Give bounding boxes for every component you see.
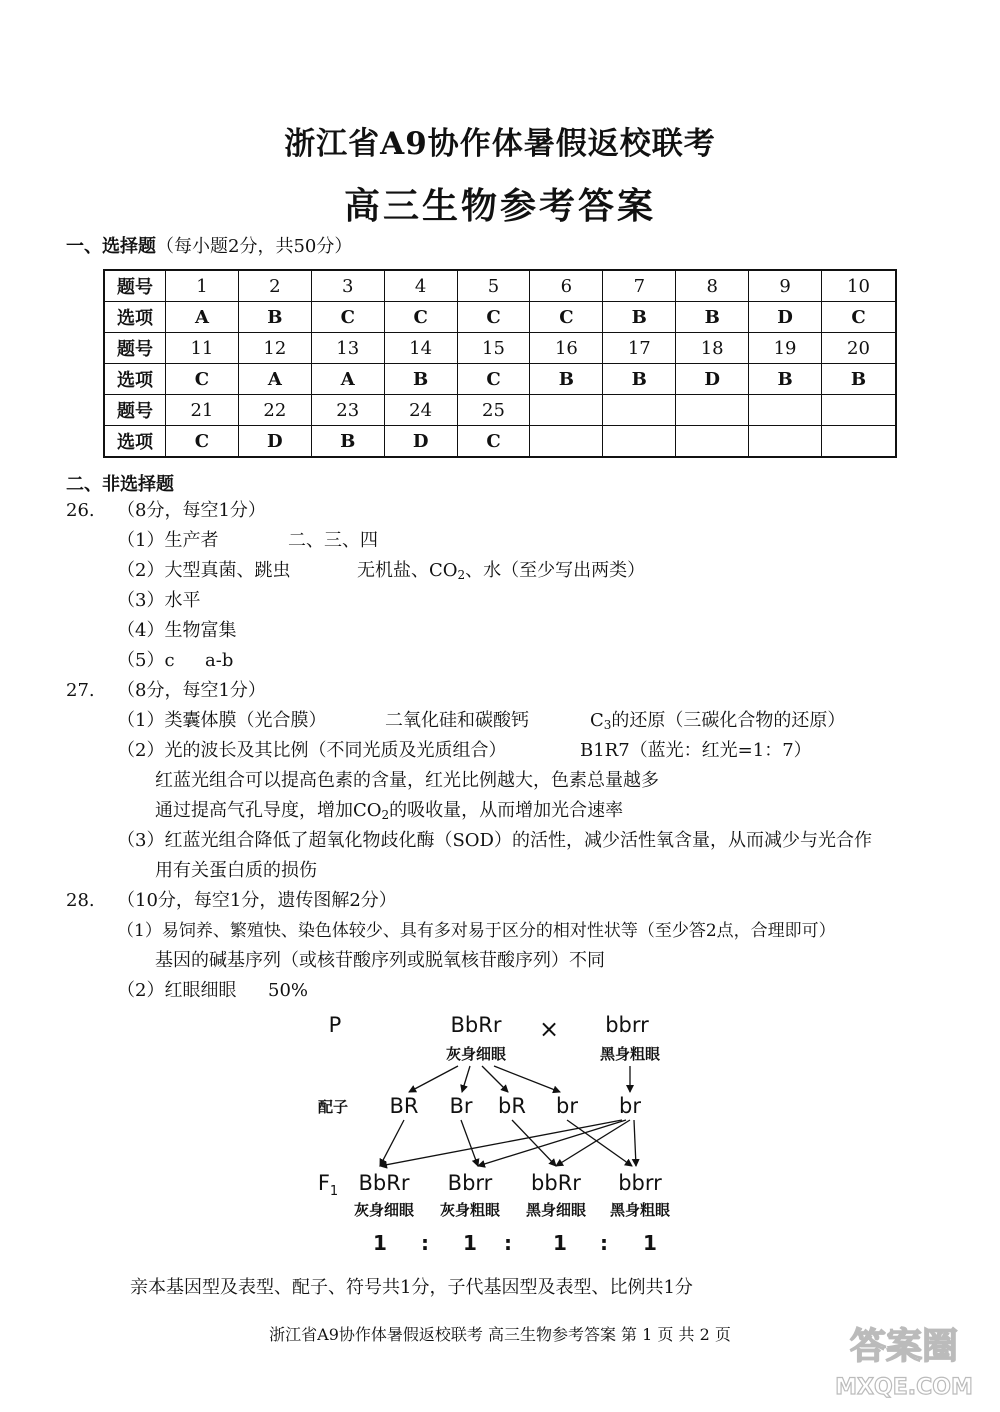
table-cell: B: [603, 364, 676, 395]
offspring-4-phenotype: 黑身粗眼: [609, 1201, 671, 1219]
section-2-title: 二、非选择题: [66, 474, 174, 495]
table-cell: B: [749, 364, 822, 395]
watermark-text-2: MXQE.COM: [835, 1375, 973, 1400]
q28-number: 28.: [66, 890, 95, 911]
q26-answer-5: （5）c: [117, 650, 175, 671]
table-cell: D: [749, 302, 822, 333]
answer-table: [103, 269, 897, 458]
table-cell: 22: [238, 395, 311, 426]
q28-answer-1b: 基因的碱基序列（或核苷酸序列或脱氧核苷酸序列）不同: [155, 950, 605, 971]
table-row-header: 题号: [104, 270, 166, 302]
table-cell: D: [676, 364, 749, 395]
table-cell: 19: [749, 333, 822, 364]
table-cell: [749, 426, 822, 458]
table-cell: [530, 395, 603, 426]
table-cell: 10: [822, 270, 896, 302]
table-cell: 6: [530, 270, 603, 302]
q27-answer-1: （1）类囊体膜（光合膜）: [117, 710, 327, 731]
q27-header: （8分，每空1分）: [117, 680, 266, 701]
offspring-2-genotype: Bbrr: [447, 1171, 493, 1195]
table-row-choices: [104, 364, 896, 395]
parent2-phenotype: 黑身粗眼: [599, 1045, 661, 1063]
q27-answer-3: （3）红蓝光组合降低了超氧化物歧化酶（SOD）的活性，减少活性氧含量，从而减少与光合作: [117, 830, 872, 851]
table-cell: 24: [384, 395, 457, 426]
table-cell: 3: [311, 270, 384, 302]
table-cell: [676, 426, 749, 458]
offspring-3-genotype: bbRr: [531, 1171, 581, 1195]
gamete-BR: BR: [389, 1094, 419, 1118]
gamete-to-offspring-arrows: [380, 1120, 636, 1166]
table-cell: [603, 395, 676, 426]
table-cell: 23: [311, 395, 384, 426]
table-cell: 18: [676, 333, 749, 364]
section-1-title: 一、选择题: [66, 236, 156, 257]
f1-label: $F_1$: [317, 1171, 339, 1199]
gamete-br-1: br: [556, 1094, 578, 1118]
q26-header: （8分，每空1分）: [117, 500, 266, 521]
table-cell: A: [311, 364, 384, 395]
table-row-header: 选项: [104, 302, 166, 333]
table-cell: B: [311, 426, 384, 458]
q28-header: （10分，每空1分，遗传图解2分）: [117, 890, 397, 911]
cross-sign: ×: [538, 1015, 560, 1043]
table-cell: C: [311, 302, 384, 333]
offspring-3-phenotype: 黑身细眼: [525, 1201, 587, 1219]
table-cell: [822, 395, 896, 426]
q27-answer-2: （2）光的波长及其比例（不同光质及光质组合）: [117, 740, 507, 761]
table-cell: B: [676, 302, 749, 333]
q27-answer-1c: $C_3$的还原（三碳化合物的还原）: [590, 710, 846, 732]
gamete-br-2: br: [619, 1094, 641, 1118]
q26-answer-4: （4）生物富集: [117, 620, 237, 641]
gamete-label: 配子: [317, 1098, 349, 1116]
parent-to-gamete-arrows: [409, 1066, 630, 1092]
table-cell: C: [822, 302, 896, 333]
q26-answer-1: （1）生产者: [117, 530, 219, 551]
table-cell: C: [457, 364, 530, 395]
table-cell: 13: [311, 333, 384, 364]
table-cell: B: [603, 302, 676, 333]
table-cell: A: [238, 364, 311, 395]
table-cell: 20: [822, 333, 896, 364]
offspring-1-genotype: BbRr: [358, 1171, 410, 1195]
table-cell: C: [457, 426, 530, 458]
table-cell: C: [457, 302, 530, 333]
table-cell: B: [530, 364, 603, 395]
ratio-value: 1: [373, 1231, 387, 1255]
table-cell: [676, 395, 749, 426]
table-row-question-numbers: [104, 395, 896, 426]
parent2-genotype: bbrr: [605, 1013, 649, 1037]
section-1-heading: [66, 232, 352, 258]
q26-answer-2: （2）大型真菌、跳虫: [117, 560, 291, 581]
table-row-question-numbers: [104, 333, 896, 364]
table-cell: D: [238, 426, 311, 458]
section-2-heading: [66, 470, 174, 496]
table-cell: C: [166, 364, 239, 395]
ratio-value: 1: [463, 1231, 477, 1255]
table-row-header: 题号: [104, 395, 166, 426]
genetic-cross-diagram: [0, 1000, 1000, 1270]
table-cell: D: [384, 426, 457, 458]
table-cell: 17: [603, 333, 676, 364]
ratio-colon: :: [600, 1231, 608, 1255]
table-cell: 5: [457, 270, 530, 302]
table-row-question-numbers: [104, 270, 896, 302]
q27-answer-1b: 二氧化硅和碳酸钙: [385, 710, 529, 731]
offspring-1-phenotype: 灰身细眼: [353, 1201, 415, 1219]
table-cell: C: [530, 302, 603, 333]
table-cell: B: [238, 302, 311, 333]
table-cell: 25: [457, 395, 530, 426]
table-cell: [603, 426, 676, 458]
table-row-choices: [104, 302, 896, 333]
q27-answer-2d: 通过提高气孔导度，增加$CO_2$的吸收量，从而增加光合速率: [155, 800, 624, 822]
ratio-value: 1: [643, 1231, 657, 1255]
table-cell: 14: [384, 333, 457, 364]
table-cell: 12: [238, 333, 311, 364]
watermark-text-1: 答案圈: [849, 1326, 959, 1367]
table-cell: B: [384, 364, 457, 395]
table-cell: [822, 426, 896, 458]
table-cell: 9: [749, 270, 822, 302]
q28-answer-2: （2）红眼细眼: [117, 980, 237, 1001]
p-label: P: [328, 1013, 342, 1037]
q27-answer-3b: 用有关蛋白质的损伤: [155, 860, 317, 881]
table-cell: 2: [238, 270, 311, 302]
table-cell: 16: [530, 333, 603, 364]
table-cell: 8: [676, 270, 749, 302]
offspring-4-genotype: bbrr: [618, 1171, 662, 1195]
q27-answer-2b: B1R7（蓝光：红光=1：7）: [580, 740, 812, 761]
table-cell: 15: [457, 333, 530, 364]
parent1-phenotype: 灰身细眼: [445, 1045, 507, 1063]
document-title: 浙江省A9协作体暑假返校联考: [284, 126, 716, 162]
q27-answer-2c: 红蓝光组合可以提高色素的含量，红光比例越大，色素总量越多: [155, 770, 659, 791]
gamete-bR: bR: [498, 1094, 526, 1118]
table-cell: 7: [603, 270, 676, 302]
table-cell: C: [384, 302, 457, 333]
table-cell: 11: [166, 333, 239, 364]
q26-answer-1b: 二、三、四: [288, 530, 378, 551]
scoring-note: 亲本基因型及表型、配子、符号共1分，子代基因型及表型、比例共1分: [130, 1277, 693, 1298]
q27-number: 27.: [66, 680, 95, 701]
q26-answer-5b: a-b: [205, 650, 234, 671]
watermark-logo: [822, 1318, 987, 1402]
table-row-choices: [104, 426, 896, 458]
gamete-Br: Br: [449, 1094, 473, 1118]
q26-answer-2b: 无机盐、$CO_2$、水（至少写出两类）: [357, 560, 646, 582]
segregation-ratio: [373, 1231, 657, 1255]
section-1-note: （每小题2分，共50分）: [156, 236, 353, 257]
ratio-value: 1: [553, 1231, 567, 1255]
document-subtitle: 高三生物参考答案: [343, 186, 656, 227]
parent1-genotype: BbRr: [450, 1013, 502, 1037]
table-cell: A: [166, 302, 239, 333]
q26-answer-3: （3）水平: [117, 590, 201, 611]
q28-answer-1: （1）易饲养、繁殖快、染色体较少、具有多对易于区分的相对性状等（至少答2点，合理即可）: [117, 921, 836, 941]
table-cell: [749, 395, 822, 426]
page-footer: 浙江省A9协作体暑假返校联考 高三生物参考答案 第 1 页 共 2 页: [269, 1325, 731, 1344]
table-cell: B: [822, 364, 896, 395]
q28-answer-2b: 50%: [268, 980, 309, 1001]
q26-number: 26.: [66, 500, 95, 521]
table-cell: 21: [166, 395, 239, 426]
table-cell: [530, 426, 603, 458]
table-cell: C: [166, 426, 239, 458]
table-row-header: 选项: [104, 364, 166, 395]
ratio-colon: :: [421, 1231, 429, 1255]
table-cell: 1: [166, 270, 239, 302]
ratio-colon: :: [504, 1231, 512, 1255]
offspring-2-phenotype: 灰身粗眼: [439, 1201, 501, 1219]
table-row-header: 选项: [104, 426, 166, 458]
table-cell: 4: [384, 270, 457, 302]
table-row-header: 题号: [104, 333, 166, 364]
